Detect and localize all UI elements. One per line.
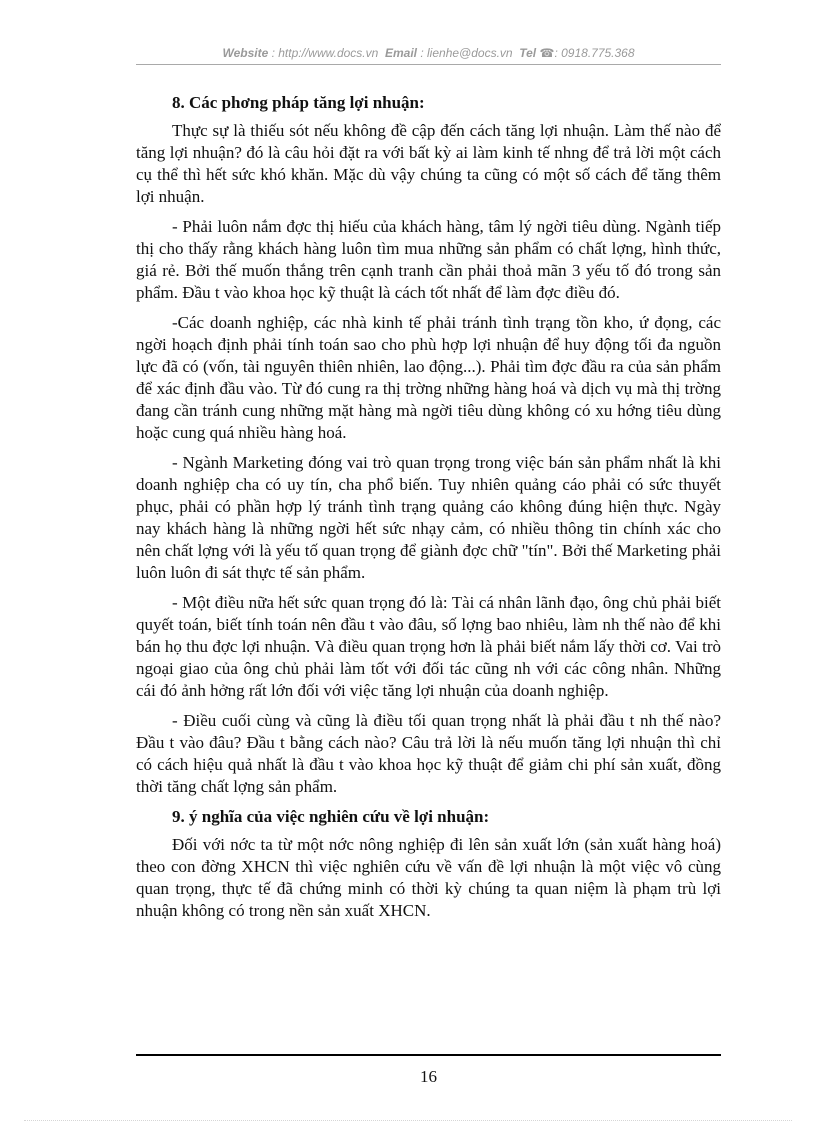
email-value: : lienhe@docs.vn [420,46,513,60]
page-bottom-border [24,1120,792,1121]
section-8-paragraph-2: - Phải luôn nắm đợc thị hiếu của khách hàng, tâm lý ngời tiêu dùng. Ngành tiếp thị cho thấy rằng khách hàng luôn tìm mua những sản phẩm có chất lợng, hình thức, giá rẻ. Bởi thế muốn thắng trên cạnh tranh cần phải thoả mãn 3 yếu tố đó trong sản phẩm. Đầu t vào khoa học kỹ thuật là cách tốt nhất để làm đợc điều đó. [136,217,721,302]
page-content [136,92,721,930]
page-number: 16 [420,1067,437,1086]
tel-label: Tel [519,46,537,60]
section-8-paragraph-4: - Ngành Marketing đóng vai trò quan trọng trong việc bán sản phẩm nhất là khi doanh nghiệp cha có uy tín, cha phổ biến. Tuy nhiên quảng cáo phải có sức thuyết phục, phải có phần hợp lý tránh tình trạng quảng cáo không đúng hiện thực. Ngày nay khách hàng là những ngời hết sức nhạy cảm, có nhiều thông tin chính xác cho nên chất lợng với là yếu tố quan trọng để giành đợc chữ "tín". Bởi thế Marketing phải luôn luôn đi sát thực tế sản phẩm. [136,453,721,582]
section-8-paragraph-6: - Điều cuối cùng và cũng là điều tối quan trọng nhất là phải đầu t nh thế nào?Đầu t vào đâu? Đầu t bằng cách nào? Câu trả lời là nếu muốn tăng lợi nhuận thì chỉ có cách hiệu quả nhất là đầu t vào khoa học kỹ thuật để giảm chi phí sản xuất, đồng thời tăng chất lợng sản phẩm. [136,711,721,796]
footer-rule [136,1054,721,1056]
phone-icon: ☎ [539,46,555,60]
website-label: Website [222,46,269,60]
website-value: : http://www.docs.vn [271,46,379,60]
header-rule [136,64,721,65]
section-9-heading: 9. ý nghĩa của việc nghiên cứu về lợi nhuận: [172,807,490,826]
email-label: Email [384,46,417,60]
page-header [136,46,721,60]
section-8-paragraph-1: Thực sự là thiếu sót nếu không đề cập đến cách tăng lợi nhuận. Làm thế nào để tăng lợi nhuận? đó là câu hỏi đặt ra với bất kỳ ai làm kinh tế nhng để trả lời một cách cụ thể thì hết sức khó khăn. Mặc dù vậy chúng ta cũng có một số cách để tăng thêm lợi nhuận. [136,121,721,206]
section-8-paragraph-5: - Một điều nữa hết sức quan trọng đó là: Tài cá nhân lãnh đạo, ông chủ phải biết quyết toán, biết tính toán nên đầu t vào đâu, số lợng bao nhiêu, làm nh thế nào để khi bán họ thu đợc lợi nhuận. Và điều quan trọng hơn là phải biết nắm lấy thời cơ. Vai trò ngoại giao của ông chủ phải làm tốt với đối tác cũng nh với các công nhân. Những cái đó ảnh hởng rất lớn đối với việc tăng lợi nhuận của doanh nghiệp. [136,593,721,700]
section-8-paragraph-3: -Các doanh nghiệp, các nhà kinh tế phải tránh tình trạng tồn kho, ứ đọng, các ngời hoạch định phải tính toán sao cho phù hợp lợi nhuận để huy động tối đa nguồn lực đã có (vốn, tài nguyên thiên nhiên, lao động...). Phải tìm đợc đầu ra của sản phẩm để xác định đầu vào. Từ đó cung ra thị trờng những hàng hoá và dịch vụ mà thị trờng đang cần tránh cung những mặt hàng mà ngời tiêu dùng không có xu hớng tiêu dùng hoặc cung quá nhiều hàng hoá. [136,313,721,442]
tel-value: : 0918.775.368 [554,46,635,60]
section-8-heading: 8. Các phơng pháp tăng lợi nhuận: [172,93,425,112]
section-9-paragraph-1: Đối với nớc ta từ một nớc nông nghiệp đi lên sản xuất lớn (sản xuất hàng hoá) theo con đờng XHCN thì việc nghiên cứu về vấn đề lợi nhuận là một việc vô cùng quan trọng, thực tế đã chứng minh có thời kỳ chúng ta quan niệm là phạm trù lợi nhuận không có trong nền sản xuất XHCN. [136,835,721,920]
